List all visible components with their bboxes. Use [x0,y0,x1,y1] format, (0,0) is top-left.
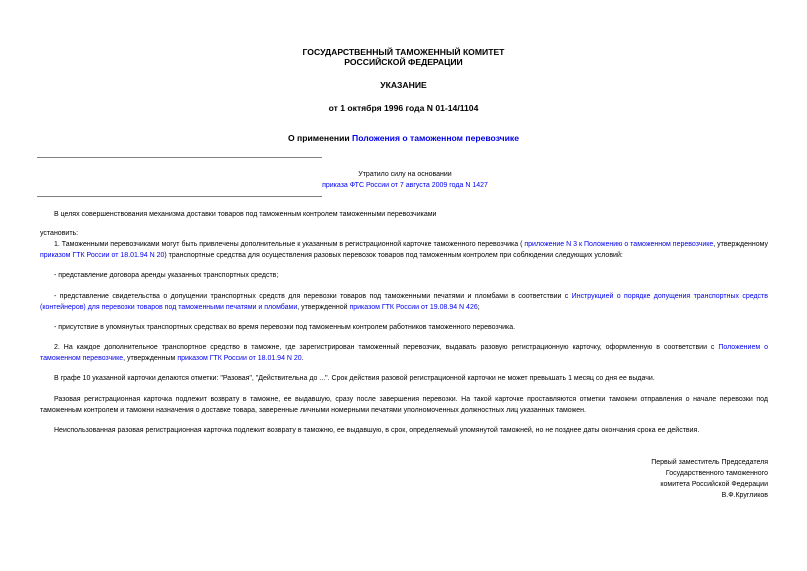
certificate-text-a: - представление свидетельства о допущении транспортных средств для перевозки товаров под таможенными печатями и пломбами в соответствии с [54,293,572,300]
org-name-line1: ГОСУДАРСТВЕННЫЙ ТАМОЖЕННЫЙ КОМИТЕТ [302,47,505,57]
certificate-text-b: , утвержденной [297,303,350,311]
title-prefix: О применении [287,133,353,143]
unused-card-paragraph: Неиспользованная разовая регистрационная карточка подлежит возврату в таможню, ее выдавшую, в срок, определяемый упомянутой таможней, но не позднее даты окончания срока ее действия. [54,427,700,434]
clause-2-text-a: 2. На каждое дополнительное транспортное средство в таможне, где зарегистрирован таможенный перевозчик, выдавать разовую регистрационную карточку, оформленную в соответствии с [54,344,719,351]
lost-force-link[interactable]: приказа ФТС России от 7 августа 2009 года N 1427 [322,182,488,189]
intro-paragraph: В целях совершенствования механизма доставки товаров под таможенным контролем таможенными перевозчиками [54,211,437,218]
clause-1-text-b: , утвержденному [713,241,768,248]
signature-title-line2: Государственного таможенного [665,470,768,477]
certificate-text-c: ; [477,303,480,311]
certificate-link-instruction[interactable]: Инструкцией о порядке допущения транспортных средств (контейнеров) для перевозки товаров под таможенными печатями и пломбами [40,293,768,311]
clause-2-text-b: , утвержденным [123,354,178,362]
clause-2-paragraph [40,343,768,364]
clause-1-link-order[interactable]: приказом ГТК России от 18.01.94 N 20 [40,251,165,259]
certificate-link-order[interactable]: приказом ГТК России от 19.08.94 N 426 [349,303,478,311]
top-divider [37,157,322,158]
clause-1-text-a: 1. Таможенными перевозчиками могут быть привлечены дополнительные к указанным в регистрационной карточке таможенного перевозчика ( [54,241,525,248]
ustanovit-paragraph: установить: [40,230,79,237]
title-link[interactable]: Положения о таможенном перевозчике [352,133,519,143]
clause-1-paragraph [40,240,768,261]
condition-lease-paragraph: - представление договора аренды указанных транспортных средств; [54,272,279,279]
signature-title-line3: комитета Российской Федерации [660,481,768,488]
clause-1-text-c: ) транспортные средства для осуществления разовых перевозок товаров под таможенным контролем при соблюдении следующих условий: [164,251,623,259]
lost-force-link-line [300,180,510,191]
condition-presence-paragraph: - присутствие в упомянутых транспортных средствах во время перевозки под таможенным контролем работников таможенного перевозчика. [54,324,516,331]
signature-name: В.Ф.Кругликов [721,492,768,499]
clause-2-link-order[interactable]: приказом ГТК России от 18.01.94 N 20 [177,354,302,362]
document-title [0,133,807,143]
field-10-paragraph: В графе 10 указанной карточки делаются отметки: "Разовая", "Действительна до ...". Срок действия разовой регистрационной карточки не может превышать 1 месяц со дня ее выдачи. [54,375,655,382]
condition-certificate-paragraph [40,292,768,313]
clause-1-link-appendix[interactable]: приложение N 3 к Положению о таможенном перевозчике [524,241,714,248]
card-return-paragraph: Разовая регистрационная карточка подлежит возврату в таможне, ее выдавшую, сразу после завершения перевозки. На такой карточке проставляются отметки таможни отправления о начале перевозки под таможенным контролем и таможни назначения о доставке товара, заверенные личными номерными печатями уполномоченных должностных лиц указанных таможен. [40,396,768,414]
clause-2-text-c: . [301,354,304,362]
document-type: УКАЗАНИЕ [380,80,427,90]
document-date: от 1 октября 1996 года N 01-14/1104 [328,103,479,113]
signature-title-line1: Первый заместитель Председателя [651,459,768,466]
org-name-line2: РОССИЙСКОЙ ФЕДЕРАЦИИ [344,57,463,67]
lost-force-note: Утратило силу на основании [358,171,452,178]
bottom-divider [37,196,322,197]
clause-2-link-regulation[interactable]: Положением о таможенном перевозчике [40,344,768,362]
